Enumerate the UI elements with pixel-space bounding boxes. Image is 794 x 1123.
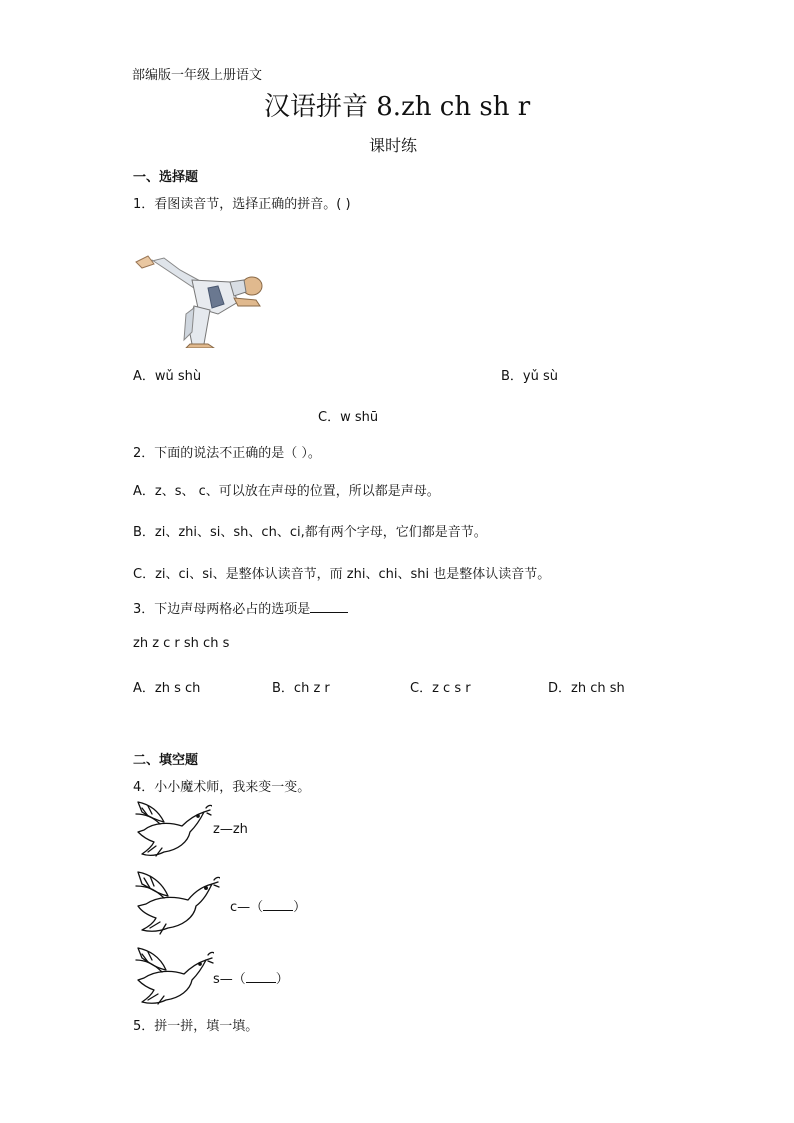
dove-icon bbox=[134, 866, 220, 936]
q4-item-3 bbox=[213, 968, 289, 987]
section-heading-fill: 二、填空题 bbox=[133, 753, 199, 768]
q4-item-1: z—zh bbox=[213, 822, 248, 837]
q4-item-2-close: ） bbox=[293, 900, 307, 915]
dove-icon bbox=[134, 942, 214, 1006]
q2-option-c[interactable]: C．zi、ci、si、是整体认读音节，而 zhi、chi、shi 也是整体认读音节。 bbox=[133, 567, 551, 582]
answer-blank[interactable] bbox=[310, 600, 348, 613]
question-5: 5．拼一拼，填一填。 bbox=[133, 1019, 259, 1034]
dove-icon bbox=[134, 796, 212, 858]
q4-item-3-text: s—（ bbox=[213, 972, 246, 987]
question-3 bbox=[133, 598, 348, 617]
q3-letters: zh z c r sh ch s bbox=[133, 636, 230, 651]
answer-blank[interactable] bbox=[246, 972, 276, 983]
q2-option-a[interactable]: A．z、s、 c、可以放在声母的位置，所以都是声母。 bbox=[133, 484, 440, 499]
q1-option-c[interactable]: C．w shū bbox=[318, 410, 379, 425]
question-4: 4．小小魔术师，我来变一变。 bbox=[133, 780, 311, 795]
q3-option-b[interactable]: B．ch z r bbox=[272, 681, 330, 696]
page-subtitle: 课时练 bbox=[369, 136, 418, 155]
question-1: 1．看图读音节，选择正确的拼音。( ) bbox=[133, 197, 351, 212]
q2-option-b[interactable]: B．zi、zhi、si、sh、ch、ci,都有两个字母，它们都是音节。 bbox=[133, 525, 487, 540]
answer-blank[interactable] bbox=[263, 900, 293, 911]
q1-option-a[interactable]: A．wǔ shù bbox=[133, 369, 202, 384]
section-heading-choice: 一、选择题 bbox=[133, 170, 199, 185]
q3-option-d[interactable]: D．zh ch sh bbox=[548, 681, 625, 696]
q1-option-b[interactable]: B．yǔ sù bbox=[501, 369, 558, 384]
martial-arts-kick-image bbox=[134, 252, 266, 348]
q3-option-a[interactable]: A．zh s ch bbox=[133, 681, 201, 696]
course-label: 部编版一年级上册语文 bbox=[132, 68, 263, 83]
page-title: 汉语拼音 8.zh ch sh r bbox=[264, 92, 531, 122]
q4-item-2-text: c—（ bbox=[230, 900, 264, 915]
q4-item-3-close: ） bbox=[275, 972, 289, 987]
question-2: 2．下面的说法不正确的是（ ）。 bbox=[133, 446, 321, 461]
q3-option-c[interactable]: C．z c s r bbox=[410, 681, 471, 696]
q4-item-2 bbox=[230, 896, 306, 915]
question-3-text: 3．下边声母两格必占的选项是 bbox=[133, 602, 311, 617]
